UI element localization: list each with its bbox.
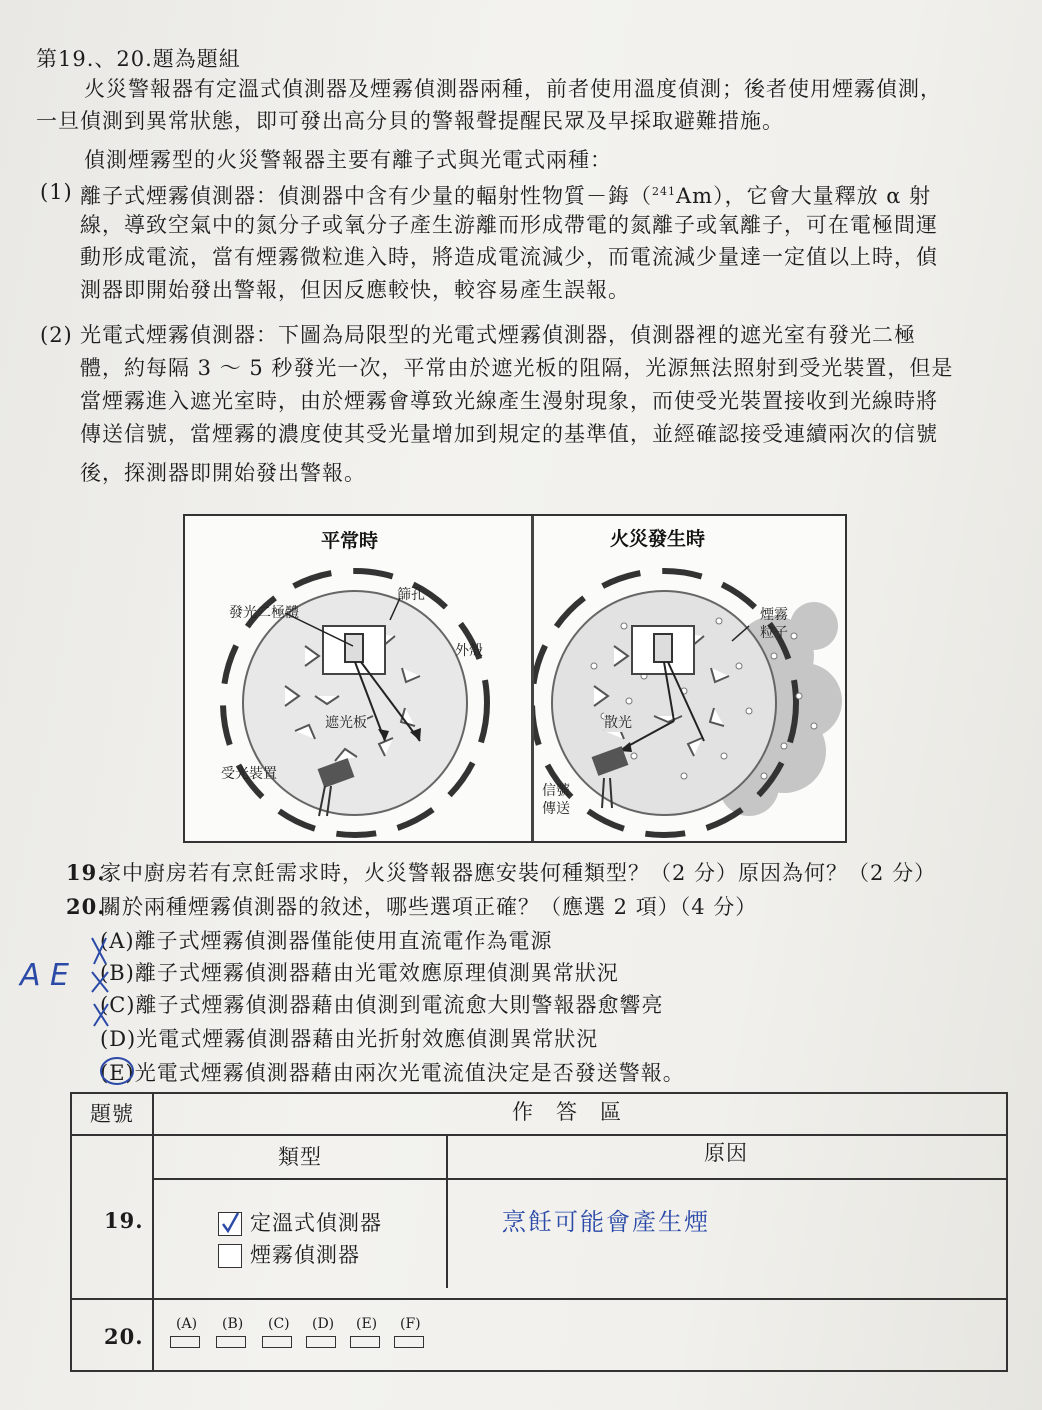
bubble-f[interactable]	[394, 1336, 424, 1348]
item1-line-1	[80, 177, 931, 211]
table-divider-h3	[72, 1298, 1006, 1300]
item2-line-1: 光電式煙霧偵測器：下圖為局限型的光電式煙霧偵測器，偵測器裡的遮光室有發光二極	[80, 323, 916, 347]
item1-line-1-text: 離子式煙霧偵測器：偵測器中含有少量的輻射性物質－鋂（	[80, 184, 652, 208]
option-e-text: 光電式煙霧偵測器藉由兩次光電流值決定是否發送警報。	[134, 1061, 685, 1085]
group-header: 第19.、20.題為題組	[36, 47, 241, 71]
label-shell: 外殼	[455, 643, 483, 659]
table-divider-h1	[72, 1134, 1006, 1136]
label-smoke-2: 粒子	[760, 625, 788, 641]
intro-line-2: 一旦偵測到異常狀態，即可發出高分貝的警報聲提醒民眾及早採取避難措施。	[36, 109, 784, 133]
col-number-header: 題號	[90, 1102, 134, 1126]
col-area-header: 作 答 區	[512, 1100, 622, 1124]
item1-marker: (1)	[40, 180, 73, 204]
normal-detector-drawing	[185, 516, 531, 841]
reason-answer: 烹飪可能會產生煙	[502, 1208, 710, 1236]
bubble-b-label: (B)	[222, 1316, 244, 1332]
item2-marker: (2)	[40, 323, 73, 347]
choice-smoke: 煙霧偵測器	[250, 1243, 360, 1267]
option-b-text: 離子式煙霧偵測器藉由光電效應原理偵測異常狀況	[134, 961, 619, 985]
intro-line-1: 火災警報器有定溫式偵測器及煙霧偵測器兩種，前者使用溫度偵測；後者使用煙霧偵測，	[84, 77, 942, 101]
item1-line-1-end: ），它會大量釋放 α 射	[713, 184, 932, 208]
detector-figure	[183, 514, 847, 843]
checkbox-smoke[interactable]	[218, 1244, 242, 1268]
q20-text: 關於兩種煙霧偵測器的敘述，哪些選項正確？（應選 2 項）（4 分）	[100, 895, 758, 919]
item1-line-2: 線，導致空氣中的氮分子或氧分子產生游離而形成帶電的氮離子或氧離子，可在電極間運	[80, 213, 938, 237]
check-mark-icon	[219, 1213, 241, 1235]
q20-option-a	[100, 926, 553, 956]
choice-fixed-temp: 定溫式偵測器	[250, 1211, 382, 1235]
bubble-d[interactable]	[306, 1336, 336, 1348]
row19-number: 19.	[104, 1208, 144, 1233]
bubble-c[interactable]	[262, 1336, 292, 1348]
sub-type-header: 類型	[278, 1145, 322, 1169]
q20-option-e	[100, 1058, 685, 1088]
q19-text: 家中廚房若有烹飪需求時，火災警報器應安裝何種類型？（2 分）原因為何？（2 分）	[100, 861, 937, 885]
q20-option-d	[100, 1024, 598, 1054]
answer-table	[70, 1092, 1008, 1372]
item1-line-4: 測器即開始發出警報，但因反應較快，較容易產生誤報。	[80, 278, 630, 302]
option-d-key: (D)	[100, 1027, 137, 1051]
margin-answer-note: A E	[20, 958, 70, 993]
normal-title: 平常時	[321, 530, 379, 552]
fire-detector-drawing	[534, 516, 845, 841]
label-led: 發光二極體	[229, 605, 299, 621]
item2-line-4: 傳送信號，當煙霧的濃度使其受光量增加到規定的基準值，並經確認接受連續兩次的信號	[80, 422, 938, 446]
fire-panel	[534, 516, 845, 841]
item1-line-3: 動形成電流，當有煙霧微粒進入時，將造成電流減少，而電流減少量達一定值以上時，偵	[80, 245, 938, 269]
option-b-key: (B)	[100, 961, 135, 985]
handwritten-marks	[0, 920, 160, 1100]
isotope-mass: 241	[652, 185, 676, 198]
bubble-a-label: (A)	[176, 1316, 198, 1332]
bubble-e-label: (E)	[356, 1316, 378, 1332]
q20-option-b	[100, 958, 619, 988]
option-a-key: (A)	[100, 929, 135, 953]
bubble-b[interactable]	[216, 1336, 246, 1348]
label-receiver: 受光裝置	[221, 766, 277, 782]
q20-number: 20.	[66, 894, 106, 919]
option-c-key: (C)	[100, 993, 136, 1017]
normal-panel	[185, 516, 534, 841]
item2-line-3: 當煙霧進入遮光室時，由於煙霧會導致光線產生漫射現象，而使受光裝置接收到光線時將	[80, 389, 938, 413]
bubble-f-label: (F)	[400, 1316, 421, 1332]
checkbox-fixed-temp[interactable]	[218, 1212, 242, 1236]
label-smoke-1: 煙霧	[760, 607, 788, 623]
label-signal-1: 信號	[542, 783, 570, 799]
q19-number: 19.	[66, 860, 106, 885]
fire-title: 火災發生時	[610, 528, 706, 550]
item2-line-5: 後，探測器即開始發出警報。	[80, 461, 366, 485]
option-d-text: 光電式煙霧偵測器藉由光折射效應偵測異常狀況	[136, 1027, 599, 1051]
table-divider-v2	[446, 1134, 448, 1288]
bubble-a[interactable]	[170, 1336, 200, 1348]
label-shield: 遮光板	[325, 712, 367, 732]
item2-line-2: 體，約每隔 3 ～ 5 秒發光一次，平常由於遮光板的阻隔，光源無法照射到受光裝置，但是	[80, 356, 954, 380]
label-scatter: 散光	[604, 712, 632, 732]
option-c-text: 離子式煙霧偵測器藉由偵測到電流愈大則警報器愈響亮	[135, 993, 664, 1017]
intro-line-3: 偵測煙霧型的火災警報器主要有離子式與光電式兩種：	[84, 148, 612, 172]
table-divider-h2	[152, 1178, 1006, 1180]
label-signal-2: 傳送	[542, 801, 570, 817]
option-a-text: 離子式煙霧偵測器僅能使用直流電作為電源	[134, 929, 553, 953]
bubble-e[interactable]	[350, 1336, 380, 1348]
label-sieve: 篩孔	[397, 587, 425, 603]
bubble-c-label: (C)	[268, 1316, 290, 1332]
q20-option-c	[100, 990, 663, 1020]
isotope-symbol: Am	[676, 184, 714, 208]
sub-reason-header: 原因	[704, 1141, 748, 1165]
option-e-key: (E)	[100, 1061, 135, 1085]
bubble-d-label: (D)	[312, 1316, 335, 1332]
row20-number: 20.	[104, 1324, 144, 1349]
